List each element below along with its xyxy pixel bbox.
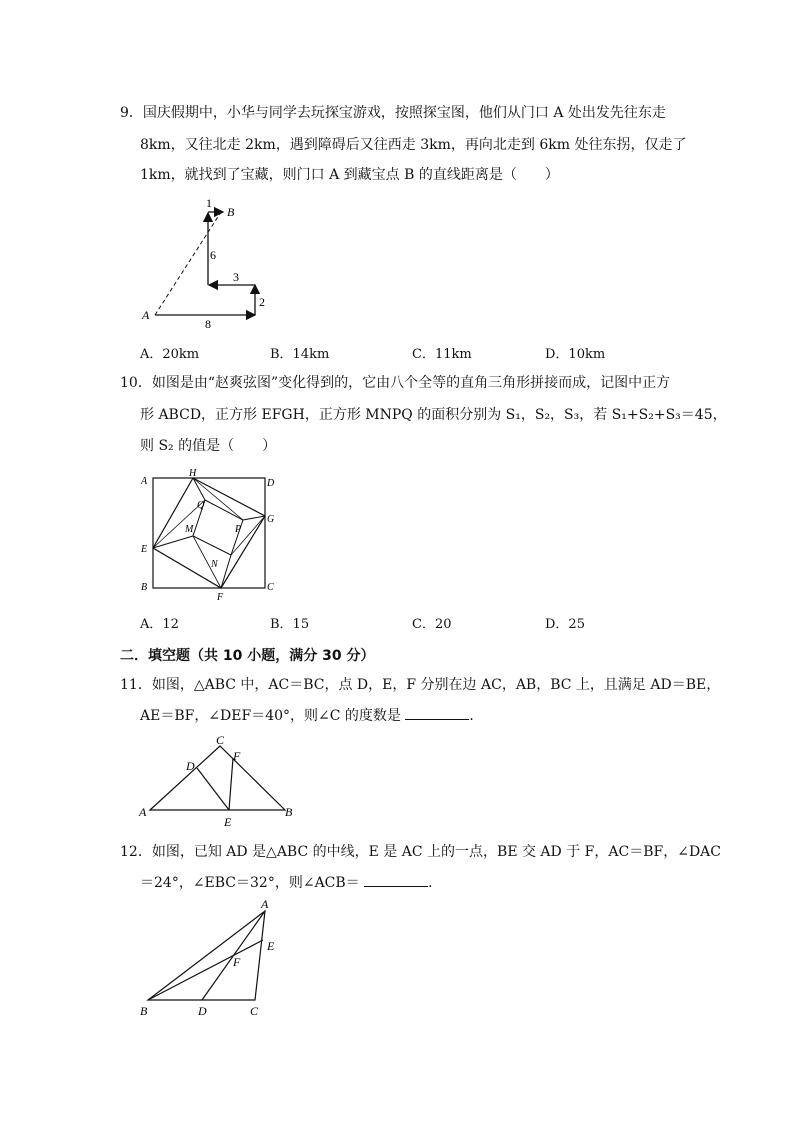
triangle-ABC — [150, 746, 285, 810]
point-E-label: E — [141, 544, 148, 555]
point-D-label: D — [198, 1004, 207, 1018]
point-A-label: A — [142, 308, 150, 322]
point-B-label: B — [140, 1004, 148, 1018]
q9-line-2: 8km，又往北走 2km，遇到障碍后又往西走 3km，再向北走到 6km 处往东拐，仅走了 — [140, 137, 687, 153]
point-B-label: B — [285, 805, 293, 819]
length-6-label: 6 — [210, 248, 216, 262]
q9-option-d[interactable]: D．10km — [545, 347, 606, 362]
q9-figure — [135, 195, 275, 335]
point-B-label: B — [227, 205, 235, 219]
q12-line-2-end: ． — [428, 875, 443, 891]
point-F-label: F — [217, 592, 224, 603]
point-H-label: H — [189, 468, 197, 479]
point-N-label: N — [211, 559, 218, 570]
q12-answer-blank[interactable] — [364, 874, 428, 887]
point-Q-label: Q — [197, 500, 205, 511]
point-F-label: F — [233, 749, 241, 763]
point-E-label: E — [267, 939, 275, 953]
q10-figure — [135, 462, 285, 607]
length-1-label: 1 — [206, 196, 212, 210]
point-E-label: E — [224, 815, 232, 829]
q11-line-2 — [140, 707, 483, 725]
triangle-ABC — [148, 911, 265, 1000]
point-C-label: C — [267, 582, 274, 593]
q10-line-1: 10．如图是由“赵爽弦图”变化得到的，它由八个全等的直角三角形拼接而成，记图中正方 — [120, 375, 671, 391]
length-3-label: 3 — [233, 270, 239, 284]
point-A-label: A — [261, 898, 269, 911]
q12-line-2-text: ＝24°，∠EBC＝32°，则∠ACB＝ — [140, 875, 360, 891]
point-B-label: B — [141, 582, 148, 593]
length-2-label: 2 — [259, 295, 265, 309]
q9-option-b[interactable]: B．14km — [270, 347, 330, 362]
q10-line-2: 形 ABCD，正方形 EFGH，正方形 MNPQ 的面积分别为 S₁，S₂，S₃，若 S₁+S₂+S₃＝45， — [140, 407, 727, 423]
point-A-label: A — [141, 476, 148, 487]
segment-DE — [197, 768, 229, 810]
q9-line-3: 1km，就找到了宝藏，则门口 A 到藏宝点 B 的直线距离是（ ） — [140, 167, 559, 183]
q9-option-c[interactable]: C．11km — [412, 347, 472, 362]
q12-figure — [135, 898, 295, 1023]
q10-option-a[interactable]: A．12 — [140, 617, 179, 632]
q11-line-2-text: AE＝BF，∠DEF＝40°，则∠C 的度数是 — [140, 708, 401, 724]
segment-BE — [148, 940, 263, 1000]
q11-line-2-end: ． — [469, 708, 484, 724]
q12-line-1: 12．如图，已知 AD 是△ABC 的中线，E 是 AC 上的一点，BE 交 AD 于 F，AC＝BF，∠DAC — [120, 844, 721, 860]
q11-figure — [135, 730, 305, 830]
q10-option-c[interactable]: C．20 — [412, 617, 452, 632]
point-A-label: A — [139, 805, 147, 819]
q9-line-1: 9．国庆假期中，小华与同学去玩探宝游戏，按照探宝图，他们从门口 A 处出发先往东走 — [120, 105, 666, 121]
segment-FN — [221, 555, 231, 588]
q10-option-b[interactable]: B．15 — [270, 617, 310, 632]
point-M-label: M — [185, 524, 194, 535]
point-F-label: F — [233, 955, 241, 969]
section-title-fill-in: 二．填空题（共 10 小题，满分 30 分） — [120, 648, 375, 664]
q11-line-1: 11．如图，△ABC 中，AC＝BC，点 D，E，F 分别在边 AC，AB，BC 上，且满足 AD＝BE， — [120, 677, 721, 693]
q12-line-2 — [140, 874, 442, 892]
q9-options — [140, 343, 700, 361]
q11-answer-blank[interactable] — [405, 707, 469, 720]
point-D-label: D — [267, 478, 275, 489]
point-G-label: G — [267, 514, 275, 525]
point-C-label: C — [216, 733, 225, 747]
point-D-label: D — [186, 759, 195, 773]
q10-options — [140, 613, 700, 631]
q10-line-3: 则 S₂ 的值是（ ） — [140, 438, 277, 454]
segment-EF — [229, 758, 233, 810]
length-8-label: 8 — [205, 317, 211, 331]
q10-option-d[interactable]: D．25 — [545, 617, 585, 632]
point-C-label: C — [250, 1004, 259, 1018]
segment-AB-dashed — [155, 212, 221, 315]
point-P-label: P — [235, 524, 242, 535]
segment-NG — [231, 516, 265, 555]
q9-option-a[interactable]: A．20km — [140, 347, 200, 362]
